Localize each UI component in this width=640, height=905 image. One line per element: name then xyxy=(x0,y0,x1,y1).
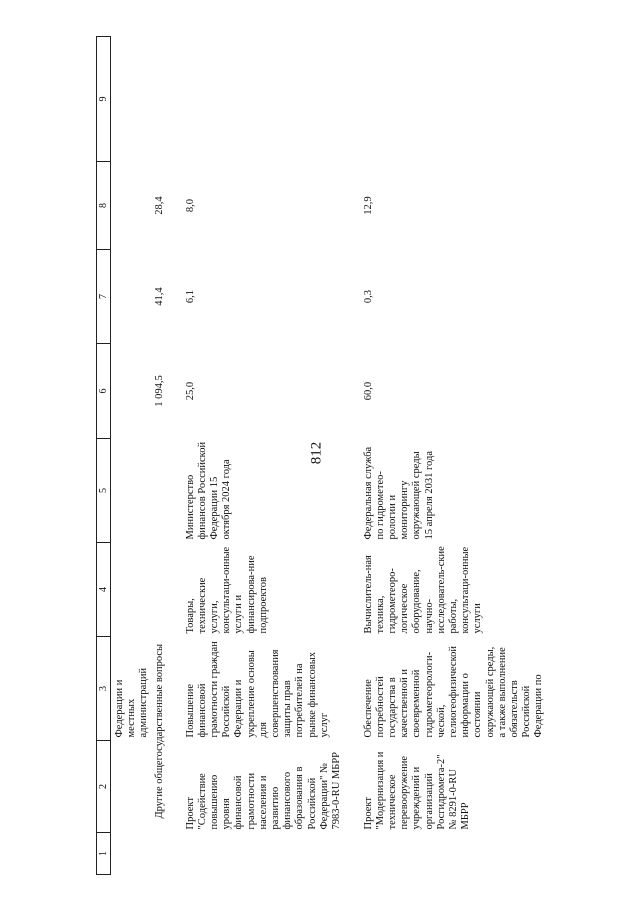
column-number: 3 xyxy=(97,637,111,741)
project-items: Товары, технические услуги, консультаци-онные услуги и финансирова-ние подпроектов xyxy=(184,546,269,634)
value-col8: 12,9 xyxy=(362,196,374,215)
column-number: 1 xyxy=(97,833,111,875)
page-number-text: 812 xyxy=(308,441,324,465)
table-row xyxy=(182,37,360,875)
project-executor: Федеральная служба по гидрометео-рологии и мониторингу окружающей среды 15 апреля 2031 года xyxy=(362,446,435,540)
section-value-col7: 41,4 xyxy=(153,287,165,306)
project-executor: Министерство финансов Российской Федерации 15 октября 2024 года xyxy=(184,441,233,540)
budget-table xyxy=(96,36,546,875)
section-value-col6: 1 094,5 xyxy=(153,375,165,407)
value-col7: 0,3 xyxy=(362,289,374,304)
value-col9 xyxy=(360,37,546,162)
value-col6: 60,0 xyxy=(362,381,374,401)
column-number: 2 xyxy=(97,741,111,833)
value-col9 xyxy=(182,37,360,162)
section-row xyxy=(151,37,182,875)
value-col7: 6,1 xyxy=(184,289,196,304)
section-title: Другие общегосударственные вопросы xyxy=(153,643,165,819)
project-name: Проект "Содействие повышению уровня финансовой грамотности населения и развитию финансового образования в Российской Федерации" № 7983-0-RU МБРР xyxy=(184,752,343,830)
table-row xyxy=(360,37,546,875)
column-number-row xyxy=(97,37,111,875)
column-number: 6 xyxy=(97,344,111,439)
value-col6: 25,0 xyxy=(184,381,196,401)
project-goal: Обеспечение потребностей государства в качественной и своевременной гидрометеорологи-ческой, гелиогеофизической информации о состоянии окружающей среды, а также выполнение обязательств Российской Федерации по xyxy=(362,645,545,738)
project-items: Вычислитель-ная техника, гидрометеоро-логическое оборудование, научно-исследователь-ские работы, консультаци-онные услуги xyxy=(362,546,484,634)
column-number: 4 xyxy=(97,543,111,637)
column-number: 5 xyxy=(97,439,111,543)
project-name: Проект "Модернизация и техническое перевооружение учреждений и организаций Росгидромета-2" № 8291-0-RU МБРР xyxy=(362,751,472,830)
value-col8: 8,0 xyxy=(184,198,196,213)
column-number: 8 xyxy=(97,162,111,250)
column-number: 7 xyxy=(97,250,111,344)
section-value-col8: 28,4 xyxy=(153,196,165,215)
continuation-row xyxy=(111,37,151,875)
project-goal: Повышение финансовой грамотности граждан Российской Федерации и укрепление основы для совершенствования защиты прав потребителей на рынке финансовых услуг xyxy=(184,641,330,738)
rotated-table-container xyxy=(96,37,560,875)
continuation-text: Федерации и местных администраций xyxy=(114,667,150,738)
column-number: 9 xyxy=(97,37,111,162)
